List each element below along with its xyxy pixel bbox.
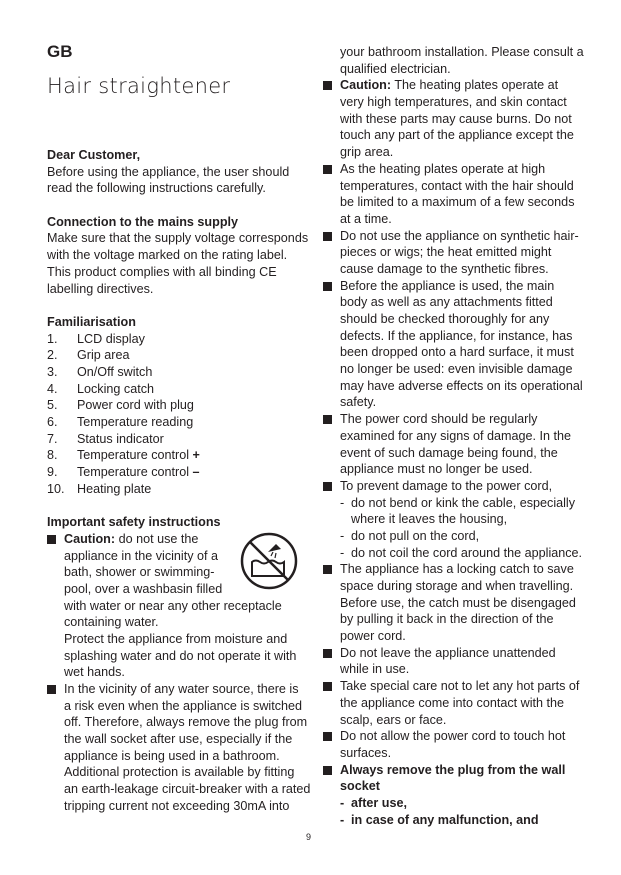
text-line	[323, 228, 585, 245]
text-line	[47, 598, 309, 615]
list-number: 5.	[47, 398, 58, 413]
line-text: where it leaves the housing,	[351, 512, 508, 527]
text-line	[47, 447, 309, 464]
text-line	[47, 781, 309, 798]
text-line	[47, 147, 309, 164]
line-text: Locking catch	[77, 381, 155, 396]
line-text: pool, over a washbasin filled	[64, 581, 223, 596]
page-title: Hair straightener	[47, 74, 231, 98]
line-text: LCD display	[77, 331, 145, 346]
text-line	[323, 278, 585, 295]
line-text: body as well as any attachments fitted	[340, 295, 553, 310]
bullet-square-icon	[323, 682, 332, 691]
text-line	[323, 428, 585, 445]
line-text: wet hands.	[64, 665, 125, 680]
bullet-square-icon	[323, 766, 332, 775]
text-line	[323, 495, 585, 512]
list-number: 4.	[47, 381, 58, 396]
text-line	[47, 397, 309, 414]
line-text: Temperature reading	[77, 415, 194, 429]
bullet-square-icon	[323, 165, 332, 174]
text-line	[47, 731, 309, 748]
line-text: Additional protection is available by fitting	[64, 765, 295, 780]
line-text: in case of any malfunction, and	[351, 812, 539, 827]
text-line	[47, 798, 309, 815]
line-text: On/Off switch	[77, 364, 153, 379]
text-line	[47, 514, 309, 531]
text-line	[47, 681, 309, 698]
text-line	[323, 111, 585, 128]
line-text: grip area.	[340, 145, 394, 160]
text-line	[323, 578, 585, 595]
text-line	[47, 331, 309, 348]
text-line	[323, 94, 585, 111]
text-line	[47, 698, 309, 715]
line-text: In the vicinity of any water source, there is	[64, 682, 299, 696]
list-number: 8.	[47, 448, 58, 463]
line-text: Familiarisation	[47, 314, 136, 329]
dash-marker: -	[340, 528, 345, 543]
text-line	[323, 595, 585, 612]
no-water-bath-icon	[240, 532, 298, 590]
line-text: touch any part of the appliance except the	[340, 128, 574, 143]
text-line	[47, 347, 309, 364]
dash-marker: -	[340, 495, 345, 510]
text-line	[323, 161, 585, 178]
line-text: tripping current not exceeding 30mA into	[64, 798, 290, 813]
text-line	[323, 445, 585, 462]
text-line	[323, 728, 585, 745]
line-text: while in use.	[340, 662, 410, 677]
text-line	[323, 411, 585, 428]
text-line	[323, 127, 585, 144]
line-text: no longer be used: even invisible damage	[340, 362, 573, 377]
line-text: qualified electrician.	[340, 61, 451, 76]
text-line	[47, 281, 309, 298]
text-line	[323, 294, 585, 311]
line-text: space during storage and when travelling.	[340, 579, 574, 593]
text-line	[47, 247, 309, 264]
line-text: Temperature control	[77, 465, 193, 480]
text-line	[323, 344, 585, 361]
bullet-square-icon	[323, 282, 332, 291]
text-line	[47, 364, 309, 381]
text-line	[323, 661, 585, 678]
text-line	[323, 545, 585, 562]
spacer	[47, 497, 309, 514]
line-text: socket	[340, 779, 380, 794]
text-line	[323, 628, 585, 645]
line-text: your bathroom installation. Please consult a	[340, 45, 584, 59]
text-line	[323, 194, 585, 211]
line-text: splashing water and do not operate it with	[64, 648, 297, 663]
text-line	[47, 748, 309, 765]
line-text: with these parts may cause burns. Do not	[340, 111, 572, 126]
line-text: after use,	[351, 795, 407, 810]
line-text: As the heating plates operate at high	[340, 161, 546, 176]
line-text: Power cord with plug	[77, 398, 194, 413]
line-text: Status indicator	[77, 431, 164, 446]
line-text: Make sure that the supply voltage corresponds	[47, 231, 309, 246]
line-text: This product complies with all binding CE	[47, 264, 277, 279]
right-column	[323, 44, 585, 828]
line-text: Grip area	[77, 348, 130, 363]
text-line	[47, 214, 309, 231]
text-line	[47, 180, 309, 197]
text-line	[323, 44, 585, 61]
line-text: Before use, the catch must be disengaged	[340, 595, 576, 610]
text-line	[323, 712, 585, 729]
text-line	[47, 764, 309, 781]
text-line	[323, 311, 585, 328]
line-text: labelling directives.	[47, 281, 154, 296]
line-text: with the voltage marked on the rating label.	[47, 248, 288, 263]
list-number: 9.	[47, 465, 58, 480]
text-line	[323, 528, 585, 545]
text-line	[323, 244, 585, 261]
bullet-square-icon	[47, 535, 56, 544]
line-text: should be checked thoroughly for any	[340, 312, 550, 326]
line-text: examined for any signs of damage. In the	[340, 428, 572, 443]
line-text: do not coil the cord around the appliance.	[351, 545, 583, 560]
line-text: be limited to a maximum of a few seconds	[340, 195, 575, 210]
bullet-square-icon	[323, 81, 332, 90]
line-text: Heating plate	[77, 481, 152, 496]
line-text: the appliance come into contact with the	[340, 695, 565, 710]
list-number: 10.	[47, 481, 65, 496]
line-text: with water or near any other receptacle	[64, 598, 282, 613]
line-text: The heating plates operate at	[391, 78, 559, 93]
line-text: safety.	[340, 395, 377, 410]
line-text: may have adverse effects on its operational	[340, 378, 583, 393]
text-line	[47, 631, 309, 648]
text-line	[323, 778, 585, 795]
left-column	[47, 147, 309, 815]
line-text: appliance must no longer be used.	[340, 462, 533, 477]
line-text: containing water.	[64, 615, 159, 630]
text-line	[47, 314, 309, 331]
text-line	[323, 211, 585, 228]
line-text: very high temperatures, and skin contact	[340, 95, 567, 110]
text-line	[323, 478, 585, 495]
bullet-square-icon	[323, 565, 332, 574]
bullet-square-icon	[323, 232, 332, 241]
line-text: To prevent damage to the power cord,	[340, 478, 553, 493]
text-line	[323, 812, 585, 829]
line-text: surfaces.	[340, 745, 392, 760]
bold-label: Caution:	[64, 531, 116, 546]
spacer	[47, 297, 309, 314]
line-text: Before using the appliance, the user should	[47, 164, 290, 179]
line-text: power cord.	[340, 629, 406, 644]
text-line	[47, 664, 309, 681]
text-line	[47, 431, 309, 448]
spacer	[47, 197, 309, 214]
text-line	[323, 461, 585, 478]
symbol: +	[192, 448, 200, 463]
line-text: event of such damage being found, the	[340, 445, 558, 460]
line-text: Before the appliance is used, the main	[340, 278, 555, 293]
text-line	[323, 678, 585, 695]
line-text: Do not allow the power cord to touch hot	[340, 729, 566, 744]
list-number: 3.	[47, 364, 58, 379]
line-text: Dear Customer,	[47, 148, 141, 162]
text-line	[47, 648, 309, 665]
line-text: do not use the	[115, 531, 199, 546]
text-line	[323, 394, 585, 411]
dash-marker: -	[340, 812, 345, 827]
text-line	[47, 230, 309, 247]
text-line	[323, 561, 585, 578]
text-line	[323, 611, 585, 628]
line-text: do not pull on the cord,	[351, 528, 480, 543]
text-line	[47, 481, 309, 498]
text-line	[323, 378, 585, 395]
list-number: 7.	[47, 431, 58, 446]
line-text: The appliance has a locking catch to save	[340, 562, 574, 577]
line-text: Temperature control	[77, 448, 193, 463]
bullet-square-icon	[47, 685, 56, 694]
line-text: bath, shower or swimming-	[64, 565, 215, 580]
language-code: GB	[47, 42, 73, 61]
text-line	[323, 61, 585, 78]
line-text: Important safety instructions	[47, 515, 221, 530]
text-line	[47, 464, 309, 481]
bullet-square-icon	[323, 732, 332, 741]
text-line	[323, 695, 585, 712]
text-line	[323, 328, 585, 345]
dash-marker: -	[340, 795, 345, 810]
text-line	[323, 361, 585, 378]
text-line	[323, 77, 585, 94]
line-text: the wall socket after use, especially if the	[64, 732, 293, 747]
bullet-square-icon	[323, 415, 332, 424]
line-text: Connection to the mains supply	[47, 214, 239, 229]
text-line	[323, 261, 585, 278]
text-line	[323, 795, 585, 812]
line-text: appliance is being used in a bathroom.	[64, 748, 280, 763]
line-text: Do not use the appliance on synthetic hair-	[340, 228, 579, 243]
text-line	[47, 414, 309, 431]
line-text: do not bend or kink the cable, especially	[351, 495, 576, 510]
line-text: at a time.	[340, 211, 392, 226]
text-line	[47, 264, 309, 281]
text-line	[323, 144, 585, 161]
line-text: off. Therefore, always remove the plug from	[64, 715, 308, 730]
line-text: cause damage to the synthetic fibres.	[340, 261, 549, 276]
line-text: Protect the appliance from moisture and	[64, 631, 288, 646]
text-line	[323, 645, 585, 662]
line-text: Always remove the plug from the wall	[340, 762, 566, 777]
dash-marker: -	[340, 545, 345, 560]
list-number: 2.	[47, 348, 58, 363]
text-line	[47, 714, 309, 731]
line-text: a risk even when the appliance is switched	[64, 698, 303, 713]
line-text: defects. If the appliance, for instance, has	[340, 328, 573, 343]
line-text: by pulling it back in the direction of the	[340, 612, 554, 627]
page-number: 9	[306, 832, 312, 842]
line-text: scalp, ears or face.	[340, 712, 447, 727]
line-text: The power cord should be regularly	[340, 412, 538, 427]
list-number: 1.	[47, 331, 58, 346]
symbol: –	[192, 465, 200, 480]
text-line	[323, 178, 585, 195]
line-text: pieces or wigs; the heat emitted might	[340, 245, 552, 260]
line-text: Do not leave the appliance unattended	[340, 645, 556, 660]
line-text: temperatures, contact with the hair should	[340, 178, 574, 193]
text-line	[323, 762, 585, 779]
text-line	[47, 614, 309, 631]
text-line	[323, 745, 585, 762]
line-text: an earth-leakage circuit-breaker with a rated	[64, 782, 311, 797]
text-line	[47, 164, 309, 181]
bullet-square-icon	[323, 649, 332, 658]
bullet-square-icon	[323, 482, 332, 491]
line-text: read the following instructions carefully.	[47, 181, 266, 196]
line-text: been dropped onto a hard surface, it must	[340, 345, 574, 360]
bold-label: Caution:	[340, 78, 392, 93]
line-text: appliance in the vicinity of a	[64, 548, 219, 563]
text-line	[323, 511, 585, 528]
text-line	[47, 381, 309, 398]
line-text: Take special care not to let any hot parts of	[340, 679, 580, 694]
list-number: 6.	[47, 415, 58, 429]
